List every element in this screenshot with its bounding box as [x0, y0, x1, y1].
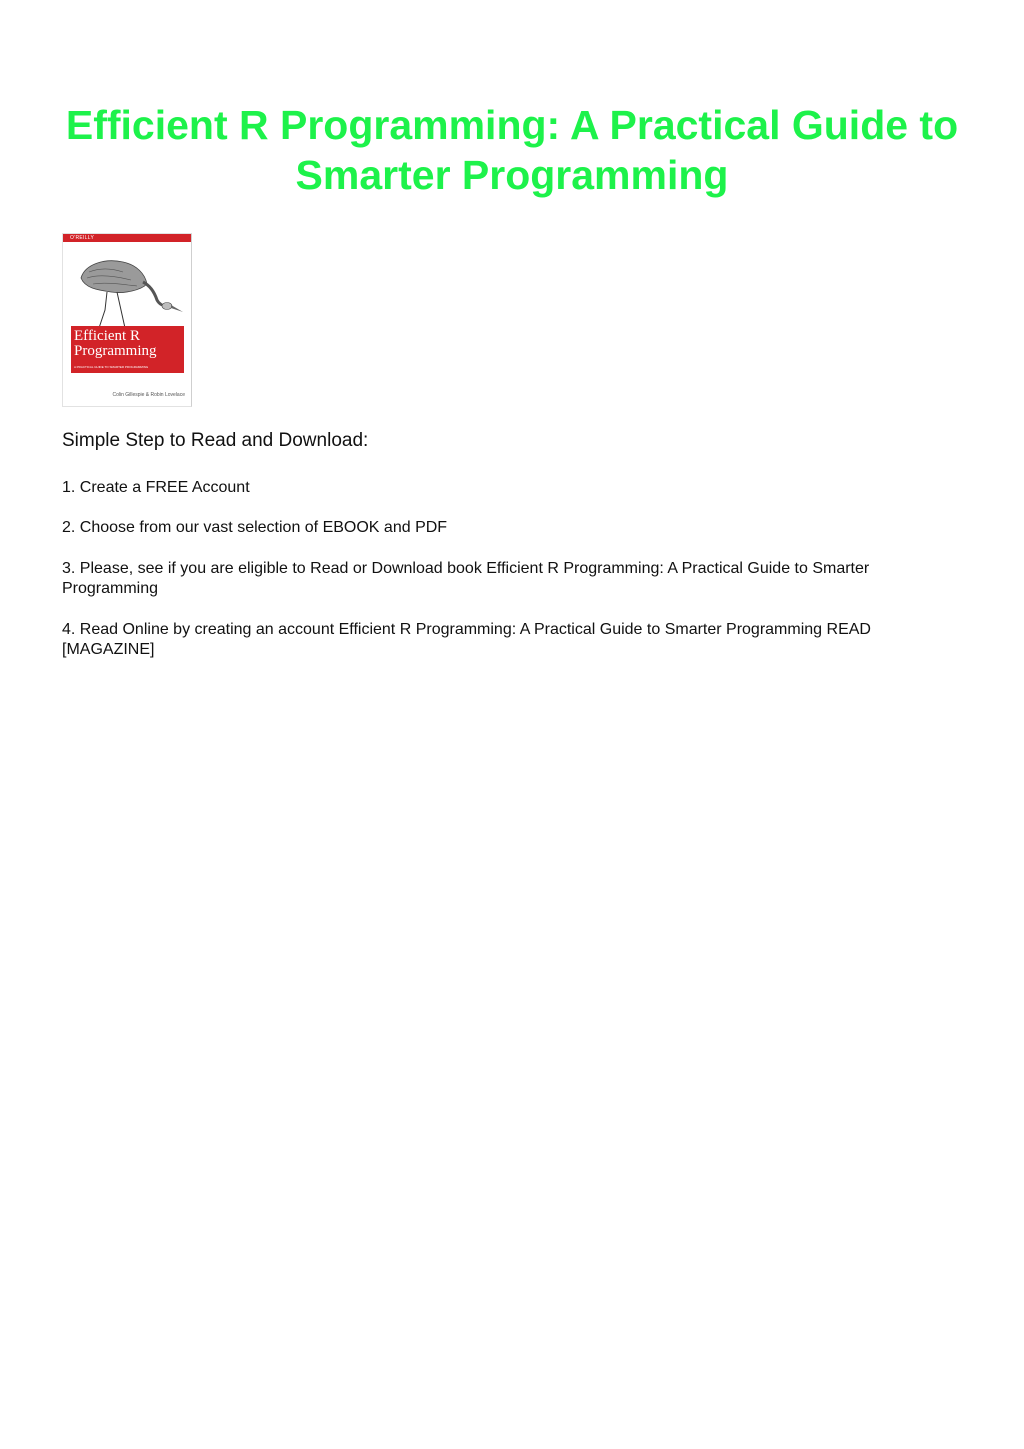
step-item: 4. Read Online by creating an account Efficient R Programming: A Practical Guide to Smarter Programming READ [MAGAZINE] [62, 621, 871, 658]
cover-subtitle: A PRACTICAL GUIDE TO SMARTER PROGRAMMING [74, 365, 149, 369]
step-item: 1. Create a FREE Account [62, 479, 250, 496]
cover-title-block [71, 326, 184, 373]
heron-illustration-icon [71, 250, 183, 330]
book-cover-image [62, 233, 192, 407]
cover-authors: Colin Gillespie & Robin Lovelace [112, 392, 185, 398]
cover-publisher-logo: O'REILLY [70, 235, 95, 241]
cover-title-line-2: Programming [74, 343, 157, 359]
step-item: 3. Please, see if you are eligible to Read or Download book Efficient R Programming: A Practical Guide to Smarter Programming [62, 560, 870, 597]
steps-heading: Simple Step to Read and Download: [62, 430, 369, 451]
book-cover-link[interactable] [62, 233, 191, 407]
step-item: 2. Choose from our vast selection of EBOOK and PDF [62, 519, 448, 536]
cover-title-line-1: Efficient R [74, 328, 140, 344]
page-title: Efficient R Programming: A Practical Guide to Smarter Programming [65, 102, 959, 198]
cover-title [74, 329, 182, 359]
